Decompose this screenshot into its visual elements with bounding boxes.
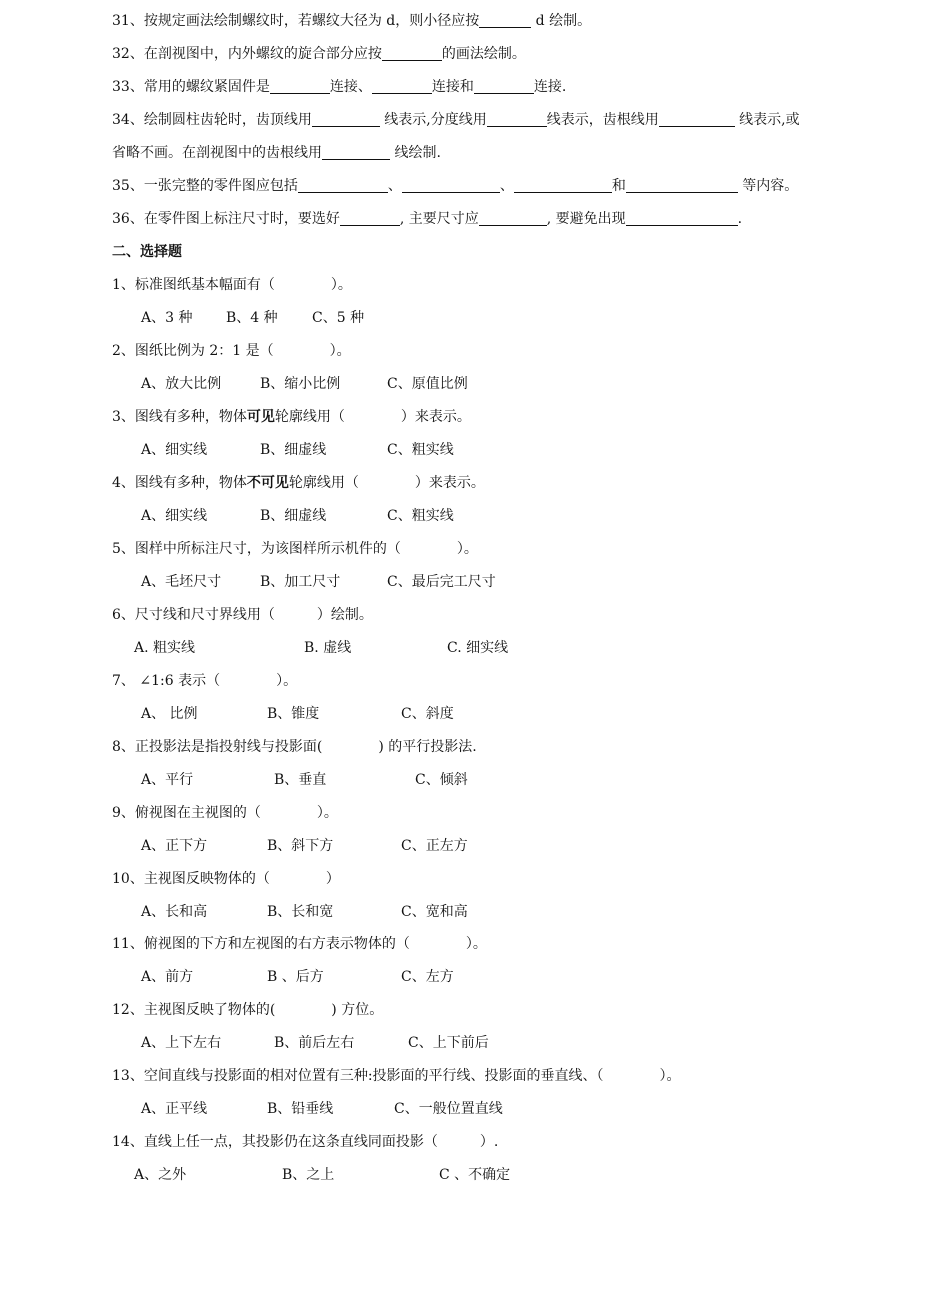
option-c: C、上下前后 bbox=[408, 1035, 489, 1051]
answer-blank bbox=[322, 145, 390, 160]
option-a: A、细实线 bbox=[141, 508, 208, 524]
option-a: A、3 种 bbox=[141, 310, 193, 326]
option-a: A、正下方 bbox=[141, 838, 208, 854]
option-a: A、正平线 bbox=[141, 1101, 208, 1117]
choice-question-14: 14、直线上任一点，其投影仍在这条直线同面投影（ ）. bbox=[112, 1134, 499, 1150]
option-b: B、前后左右 bbox=[274, 1035, 355, 1051]
answer-blank bbox=[479, 13, 531, 28]
choice-question-5: 5、图样中所标注尺寸，为该图样所示机件的（ ）。 bbox=[112, 541, 478, 557]
choice-question-9: 9、俯视图在主视图的（ ）。 bbox=[112, 805, 338, 821]
question-33: 33、常用的螺纹紧固件是 连接、 连接和 连接. bbox=[112, 79, 567, 95]
answer-blank bbox=[402, 178, 500, 193]
choice-question-8: 8、正投影法是指投射线与投影面( ) 的平行投影法. bbox=[112, 739, 477, 755]
option-b: B、细虚线 bbox=[260, 508, 327, 524]
option-b: B、斜下方 bbox=[267, 838, 334, 854]
option-c: C、左方 bbox=[401, 969, 454, 985]
answer-blank bbox=[298, 178, 388, 193]
question-34: 34、绘制圆柱齿轮时，齿顶线用 线表示,分度线用 线表示，齿根线用 线表示,或 bbox=[112, 112, 800, 128]
option-b: B、4 种 bbox=[226, 310, 278, 326]
option-c: C、斜度 bbox=[401, 706, 454, 722]
option-c: C、正左方 bbox=[401, 838, 468, 854]
answer-blank bbox=[659, 112, 735, 127]
option-a: A、上下左右 bbox=[141, 1035, 222, 1051]
answer-blank bbox=[626, 211, 738, 226]
choice-question-1: 1、标准图纸基本幅面有（ ）。 bbox=[112, 277, 352, 293]
choice-question-13: 13、空间直线与投影面的相对位置有三种:投影面的平行线、投影面的垂直线、（ ）。 bbox=[112, 1068, 681, 1084]
option-b: B、长和宽 bbox=[267, 904, 334, 920]
answer-blank bbox=[270, 79, 330, 94]
option-b: B 、后方 bbox=[267, 969, 324, 985]
option-c: C、倾斜 bbox=[415, 772, 468, 788]
option-b: B、铅垂线 bbox=[267, 1101, 334, 1117]
answer-blank bbox=[474, 79, 534, 94]
question-35: 35、一张完整的零件图应包括 、 、 和 等内容。 bbox=[112, 178, 799, 194]
question-31: 31、按规定画法绘制螺纹时，若螺纹大径为 d，则小径应按 d 绘制。 bbox=[112, 13, 592, 29]
answer-blank bbox=[626, 178, 738, 193]
option-a: A、长和高 bbox=[141, 904, 208, 920]
answer-blank bbox=[479, 211, 547, 226]
option-b: B、缩小比例 bbox=[260, 376, 341, 392]
option-a: A、之外 bbox=[134, 1167, 187, 1183]
option-c: C、最后完工尺寸 bbox=[387, 574, 496, 590]
question-32: 32、在剖视图中，内外螺纹的旋合部分应按 的画法绘制。 bbox=[112, 46, 526, 62]
option-a: A、毛坯尺寸 bbox=[141, 574, 222, 590]
answer-blank bbox=[487, 112, 547, 127]
answer-blank bbox=[372, 79, 432, 94]
option-b: B、锥度 bbox=[267, 706, 320, 722]
option-c: C、粗实线 bbox=[387, 508, 454, 524]
answer-blank bbox=[312, 112, 380, 127]
option-b: B、垂直 bbox=[274, 772, 327, 788]
option-c: C 、不确定 bbox=[439, 1167, 511, 1183]
option-c: C. 细实线 bbox=[447, 640, 509, 656]
answer-blank bbox=[340, 211, 400, 226]
option-c: C、宽和高 bbox=[401, 904, 468, 920]
choice-question-2: 2、图纸比例为 2：1 是（ ）。 bbox=[112, 343, 351, 359]
option-c: C、5 种 bbox=[312, 310, 365, 326]
choice-question-6: 6、尺寸线和尺寸界线用（ ）绘制。 bbox=[112, 607, 373, 623]
question-36: 36、在零件图上标注尺寸时，要选好 , 主要尺寸应 , 要避免出现 . bbox=[112, 211, 743, 227]
choice-question-12: 12、主视图反映了物体的( ) 方位。 bbox=[112, 1002, 384, 1018]
choice-question-4: 4、图线有多种，物体不可见轮廓线用（ ）来表示。 bbox=[112, 475, 485, 491]
choice-question-10: 10、主视图反映物体的（ ） bbox=[112, 871, 340, 887]
option-b: B、细虚线 bbox=[260, 442, 327, 458]
section-title: 二、选择题 bbox=[112, 244, 182, 260]
option-a: A、放大比例 bbox=[141, 376, 222, 392]
choice-question-7: 7、 ∠1:6 表示（ ）。 bbox=[112, 673, 298, 689]
option-b: B、加工尺寸 bbox=[260, 574, 341, 590]
option-a: A、平行 bbox=[141, 772, 194, 788]
option-c: C、原值比例 bbox=[387, 376, 468, 392]
option-a: A. 粗实线 bbox=[134, 640, 196, 656]
option-c: C、一般位置直线 bbox=[394, 1101, 503, 1117]
option-a: A、 比例 bbox=[141, 706, 198, 722]
choice-question-3: 3、图线有多种，物体可见轮廓线用（ ）来表示。 bbox=[112, 409, 471, 425]
option-b: B. 虚线 bbox=[304, 640, 352, 656]
question-34-continued: 省略不画。在剖视图中的齿根线用 线绘制. bbox=[112, 145, 441, 161]
answer-blank bbox=[382, 46, 442, 61]
option-c: C、粗实线 bbox=[387, 442, 454, 458]
option-a: A、前方 bbox=[141, 969, 194, 985]
option-b: B、之上 bbox=[282, 1167, 335, 1183]
choice-question-11: 11、俯视图的下方和左视图的右方表示物体的（ ）。 bbox=[112, 936, 487, 952]
option-a: A、细实线 bbox=[141, 442, 208, 458]
answer-blank bbox=[514, 178, 612, 193]
